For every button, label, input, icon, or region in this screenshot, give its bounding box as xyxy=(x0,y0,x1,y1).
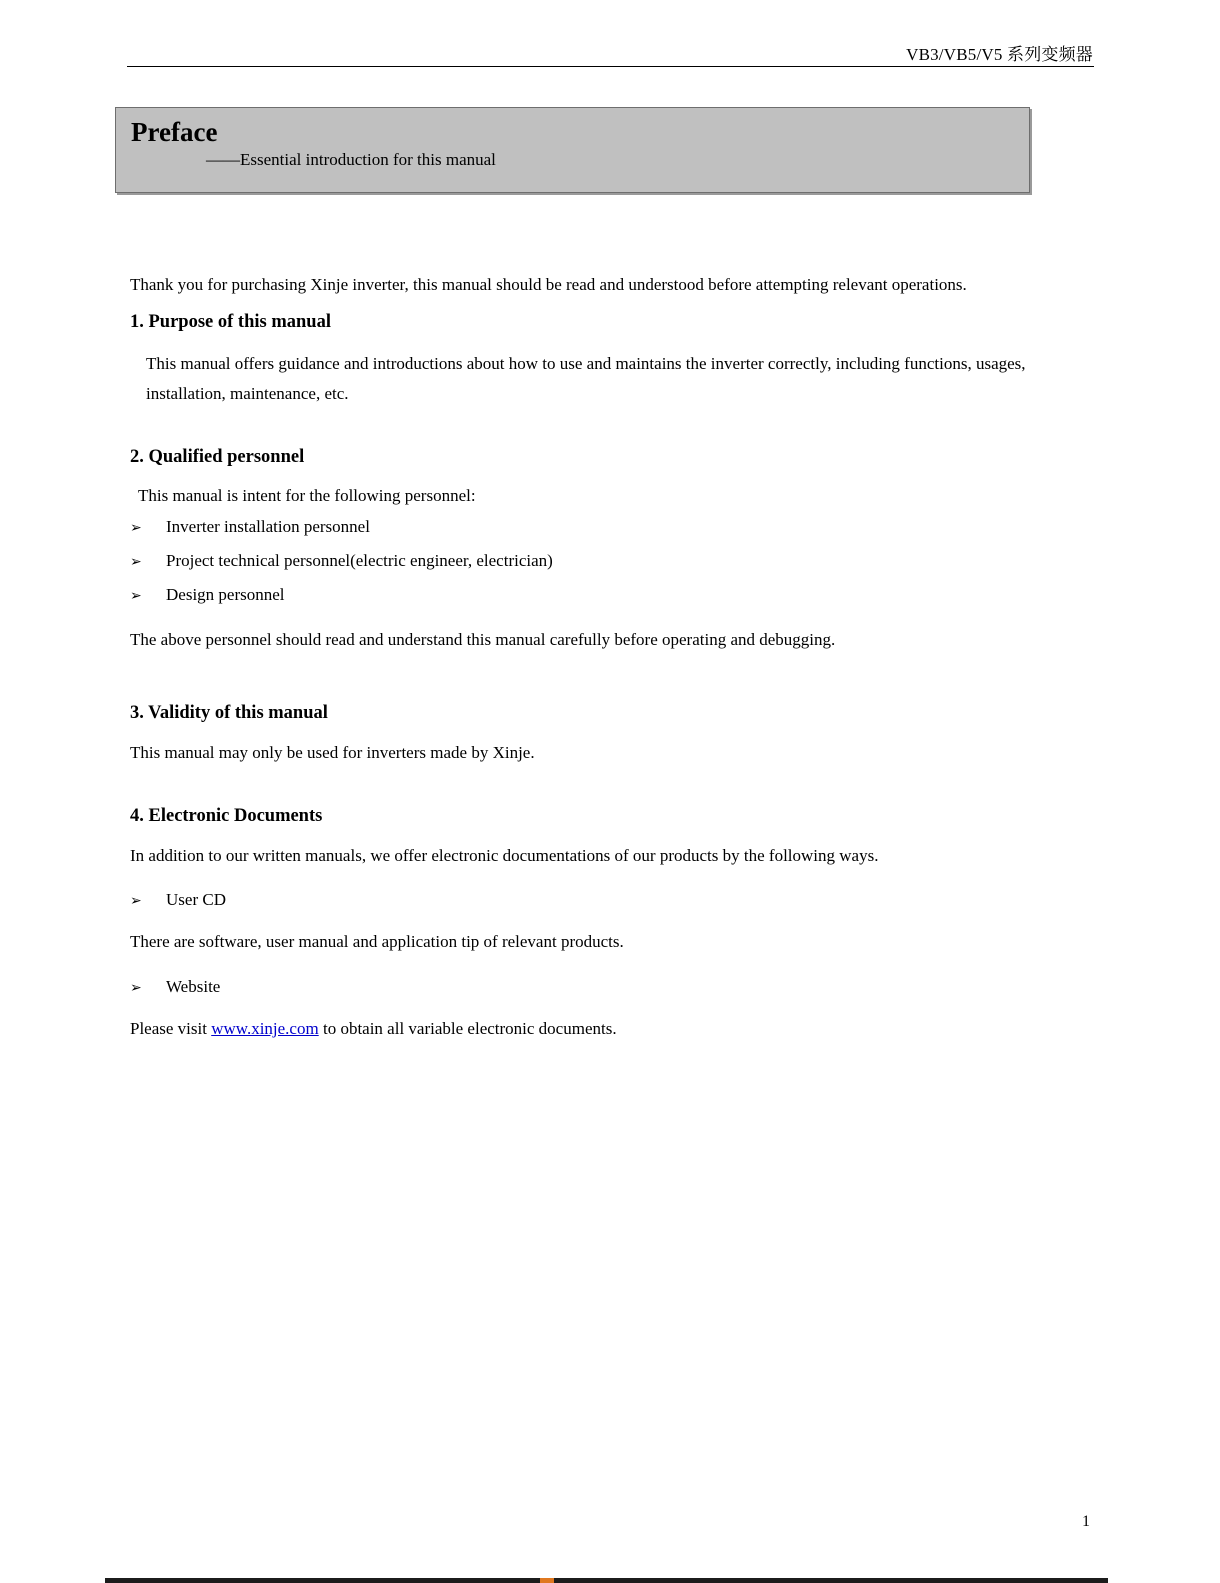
next-page-edge xyxy=(105,1578,1108,1583)
list-item xyxy=(130,582,1094,608)
list-item-label: Project technical personnel(electric engineer, electrician) xyxy=(166,550,553,570)
arrow-bullet-icon: ➢ xyxy=(130,588,142,605)
website-note xyxy=(130,1016,1094,1042)
list-item-label: Inverter installation personnel xyxy=(166,516,370,536)
website-note-suffix: to obtain all variable electronic documents. xyxy=(318,1018,617,1038)
arrow-bullet-icon: ➢ xyxy=(130,553,142,570)
list-item xyxy=(130,548,1094,574)
section-heading-purpose: 1. Purpose of this manual xyxy=(130,312,331,333)
list-item xyxy=(130,974,1094,1000)
electronic-body: In addition to our written manuals, we offer electronic documentations of our products by the following ways. xyxy=(130,845,879,865)
purpose-body: This manual offers guidance and introductions about how to use and maintains the inverter correctly, including functions, usages, installation, maintenance, etc. xyxy=(146,354,1026,403)
list-item xyxy=(130,887,1094,913)
list-item-label: User CD xyxy=(166,889,226,909)
preface-subtitle: ——Essential introduction for this manual xyxy=(206,149,496,169)
preface-title: Preface xyxy=(131,117,218,147)
section-heading-qualified: 2. Qualified personnel xyxy=(130,446,305,467)
list-item-label: Website xyxy=(166,976,221,996)
validity-body: This manual may only be used for inverters made by Xinje. xyxy=(130,742,535,762)
header-rule xyxy=(127,66,1094,67)
website-link[interactable]: www.xinje.com xyxy=(211,1018,319,1038)
arrow-bullet-icon: ➢ xyxy=(130,519,142,536)
arrow-bullet-icon: ➢ xyxy=(130,892,142,909)
list-item xyxy=(130,514,1094,540)
page-header: VB3/VB5/V5 系列变频器 xyxy=(906,45,1093,64)
page-number: 1 xyxy=(1082,1513,1090,1530)
footer-marker xyxy=(540,1578,554,1583)
arrow-bullet-icon: ➢ xyxy=(130,979,142,996)
website-note-prefix: Please visit xyxy=(130,1018,212,1038)
document-body xyxy=(130,272,1094,1060)
cd-note: There are software, user manual and application tip of relevant products. xyxy=(130,932,624,952)
qualified-intro: This manual is intent for the following personnel: xyxy=(138,486,476,506)
list-item-label: Design personnel xyxy=(166,585,285,605)
intro-paragraph: Thank you for purchasing Xinje inverter, this manual should be read and understood before attempting relevant operations. xyxy=(130,275,967,294)
section-heading-validity: 3. Validity of this manual xyxy=(130,702,328,723)
qualified-note: The above personnel should read and understand this manual carefully before operating and debugging. xyxy=(130,629,836,649)
preface-box xyxy=(115,107,1030,193)
section-heading-electronic: 4. Electronic Documents xyxy=(130,805,323,826)
